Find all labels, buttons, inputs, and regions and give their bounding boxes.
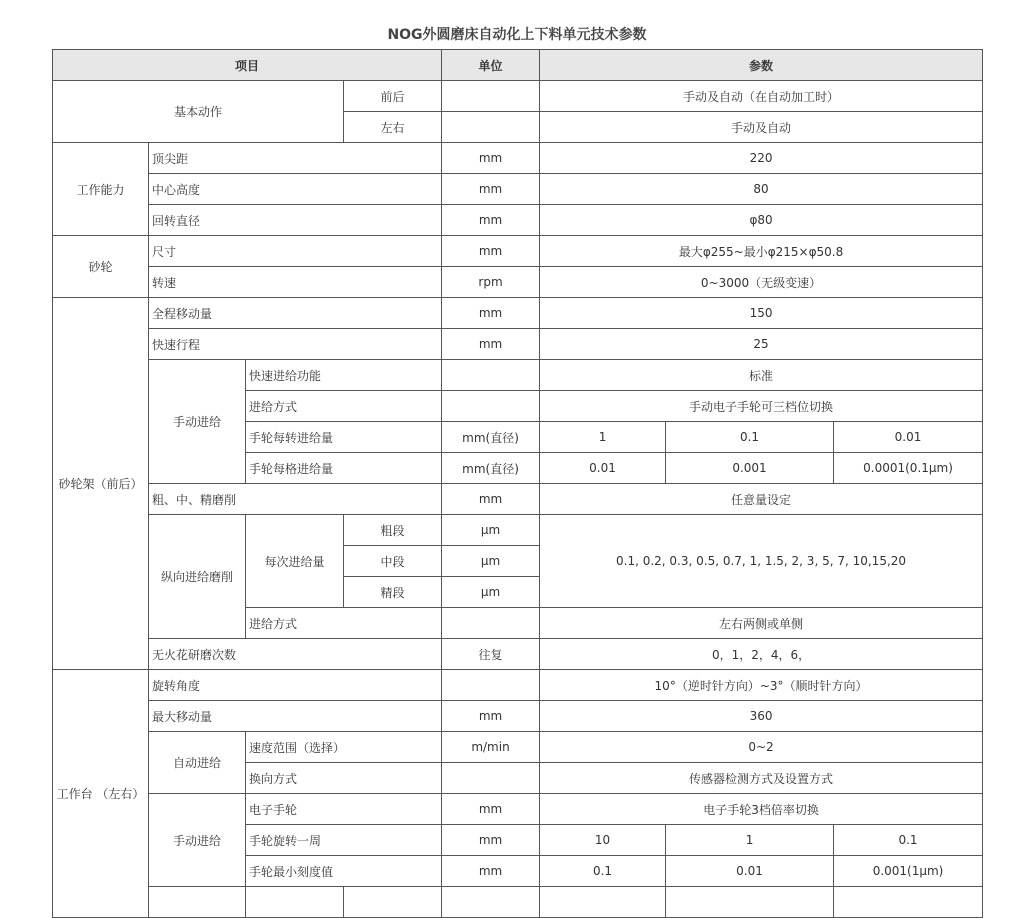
row-name: 速度范围（选择） (246, 732, 442, 763)
row-name: 粗、中、精磨削 (149, 484, 442, 515)
header-row (53, 50, 983, 81)
row-unit: μm (442, 577, 540, 608)
row-name: 中心高度 (149, 174, 442, 205)
row-name: 顶尖距 (149, 143, 442, 174)
plunge-label: 纵向进给磨削 (149, 515, 246, 639)
row-value: 0~3000（无级变速） (540, 267, 983, 298)
row-unit: mm (442, 856, 540, 887)
row-name: 手轮旋转一周 (246, 825, 442, 856)
table-row (53, 670, 983, 701)
row-unit: m/min (442, 732, 540, 763)
cutoff-cell (246, 887, 344, 918)
row-name: 快速行程 (149, 329, 442, 360)
row-value: 0~2 (540, 732, 983, 763)
plunge-values: 0.1, 0.2, 0.3, 0.5, 0.7, 1, 1.5, 2, 3, 5, 7, 10,15,20 (540, 515, 983, 608)
header-item: 项目 (53, 50, 442, 81)
row-value: 0.0001(0.1μm) (834, 453, 983, 484)
unit-cell (442, 670, 540, 701)
row-name: 手轮最小刻度值 (246, 856, 442, 887)
row-name: 转速 (149, 267, 442, 298)
plunge-coarse: 粗段 (344, 515, 442, 546)
row-unit: mm (442, 298, 540, 329)
cutoff-cell (442, 887, 540, 918)
row-value: 10 (540, 825, 666, 856)
basic-fb: 前后 (344, 81, 442, 112)
table-row (53, 515, 983, 546)
row-name: 手轮每转进给量 (246, 422, 442, 453)
row-value: 标准 (540, 360, 983, 391)
row-value: 1 (540, 422, 666, 453)
cutoff-cell (149, 887, 246, 918)
row-value: 360 (540, 701, 983, 732)
cutoff-cell (834, 887, 983, 918)
row-unit: mm (442, 143, 540, 174)
table-row (53, 701, 983, 732)
row-value: 220 (540, 143, 983, 174)
row-name: 电子手轮 (246, 794, 442, 825)
basic-label: 基本动作 (53, 81, 344, 143)
row-unit: mm (442, 205, 540, 236)
table-row (53, 143, 983, 174)
table-row (53, 81, 983, 112)
row-unit: mm (442, 329, 540, 360)
table-row (53, 360, 983, 391)
row-value: 150 (540, 298, 983, 329)
row-value: 1 (666, 825, 834, 856)
table-row (53, 794, 983, 825)
unit-cell (442, 391, 540, 422)
row-value: 0.01 (834, 422, 983, 453)
row-value: 80 (540, 174, 983, 205)
table-row (53, 267, 983, 298)
table-row (53, 639, 983, 670)
basic-lr-value: 手动及自动 (540, 112, 983, 143)
table-row (53, 887, 983, 918)
row-name: 回转直径 (149, 205, 442, 236)
table-row (53, 484, 983, 515)
plunge-fine: 精段 (344, 577, 442, 608)
row-value: 0.001(1μm) (834, 856, 983, 887)
row-value: 手动电子手轮可三档位切换 (540, 391, 983, 422)
header-param: 参数 (540, 50, 983, 81)
plunge-each: 每次进给量 (246, 515, 344, 608)
row-unit: 往复 (442, 639, 540, 670)
row-unit: mm (442, 174, 540, 205)
table-row (53, 205, 983, 236)
row-value: 左右两侧或单侧 (540, 608, 983, 639)
cutoff-cell (666, 887, 834, 918)
table-row (53, 298, 983, 329)
row-unit: mm(直径) (442, 422, 540, 453)
row-value: 0.1 (666, 422, 834, 453)
table-manual-label: 手动进给 (149, 794, 246, 887)
basic-fb-value: 手动及自动（在自动加工时） (540, 81, 983, 112)
row-unit: mm (442, 825, 540, 856)
row-name: 手轮每格进给量 (246, 453, 442, 484)
head-label: 砂轮架（前后） (53, 298, 149, 670)
row-unit: μm (442, 515, 540, 546)
row-name: 尺寸 (149, 236, 442, 267)
row-value: 0，1，2，4，6， (540, 639, 983, 670)
row-value: 0.1 (540, 856, 666, 887)
table-row (53, 329, 983, 360)
row-unit: mm(直径) (442, 453, 540, 484)
row-unit: mm (442, 701, 540, 732)
row-value: 0.01 (540, 453, 666, 484)
unit-cell (442, 608, 540, 639)
unit-cell (442, 112, 540, 143)
row-value: 任意量设定 (540, 484, 983, 515)
capacity-label: 工作能力 (53, 143, 149, 236)
header-unit: 单位 (442, 50, 540, 81)
unit-cell (442, 81, 540, 112)
row-name: 无火花研磨次数 (149, 639, 442, 670)
row-name: 旋转角度 (149, 670, 442, 701)
row-value: 最大φ255~最小φ215×φ50.8 (540, 236, 983, 267)
row-value: 0.001 (666, 453, 834, 484)
cutoff-cell (540, 887, 666, 918)
row-unit: μm (442, 546, 540, 577)
table-row (53, 174, 983, 205)
wheel-label: 砂轮 (53, 236, 149, 298)
row-name: 快速进给功能 (246, 360, 442, 391)
row-unit: mm (442, 236, 540, 267)
basic-lr: 左右 (344, 112, 442, 143)
row-value: φ80 (540, 205, 983, 236)
row-unit: mm (442, 794, 540, 825)
row-unit: mm (442, 484, 540, 515)
row-name: 进给方式 (246, 391, 442, 422)
auto-label: 自动进给 (149, 732, 246, 794)
spec-table (52, 49, 983, 918)
cutoff-cell (344, 887, 442, 918)
row-name: 全程移动量 (149, 298, 442, 329)
row-unit: rpm (442, 267, 540, 298)
row-value: 25 (540, 329, 983, 360)
unit-cell (442, 763, 540, 794)
head-manual-label: 手动进给 (149, 360, 246, 484)
row-name: 进给方式 (246, 608, 442, 639)
table-lr-label: 工作台 （左右） (53, 670, 149, 918)
row-name: 最大移动量 (149, 701, 442, 732)
row-value: 传感器检测方式及设置方式 (540, 763, 983, 794)
row-value: 10°（逆时针方向）~3°（顺时针方向） (540, 670, 983, 701)
row-value: 0.1 (834, 825, 983, 856)
row-value: 电子手轮3档倍率切换 (540, 794, 983, 825)
plunge-medium: 中段 (344, 546, 442, 577)
table-row (53, 236, 983, 267)
row-name: 换向方式 (246, 763, 442, 794)
unit-cell (442, 360, 540, 391)
page-title: NOG外圆磨床自动化上下料单元技术参数 (387, 27, 647, 43)
table-row (53, 732, 983, 763)
row-value: 0.01 (666, 856, 834, 887)
